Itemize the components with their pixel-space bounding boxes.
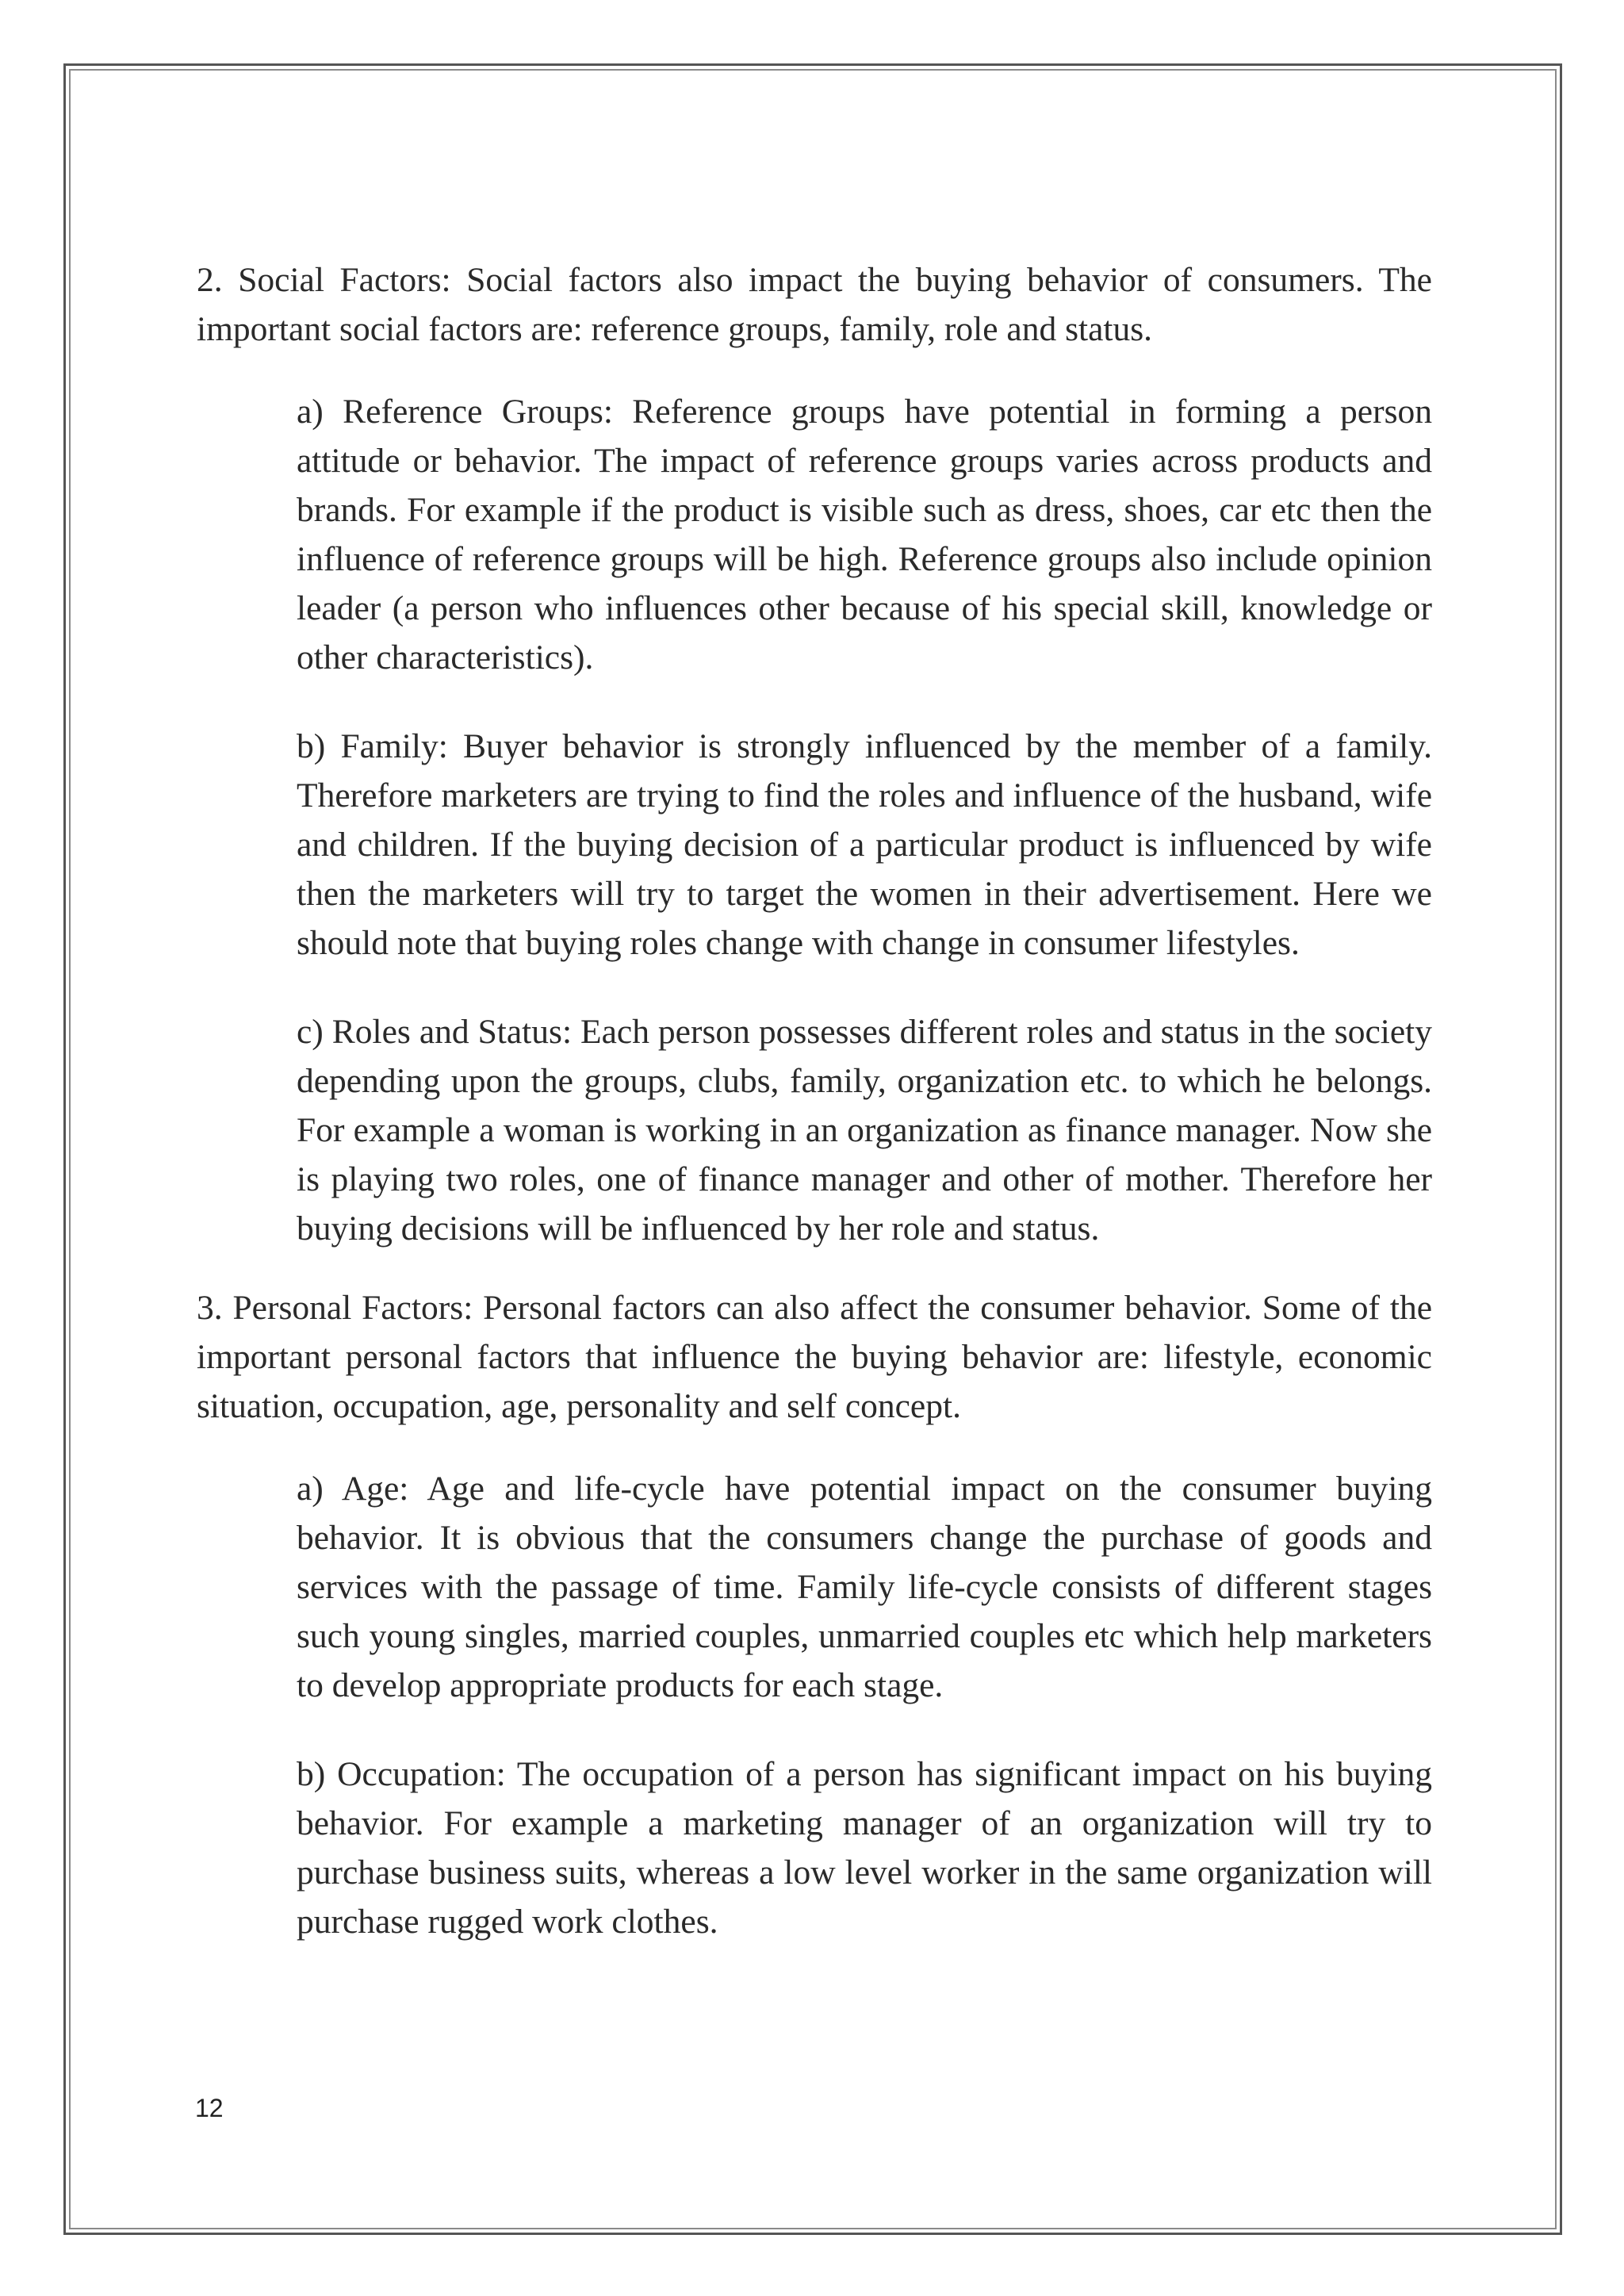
social-factors-paragraph: 2. Social Factors: Social factors also impact the buying behavior of consumers. The important social factors are: reference groups, family, role and status. xyxy=(197,261,1432,348)
page-number: 12 xyxy=(195,2094,224,2122)
reference-groups-paragraph: a) Reference Groups: Reference groups have potential in forming a person attitude or behavior. The impact of reference groups varies across products and brands. For example if the product is visible such as dress, shoes, car etc then the influence of reference groups will be high. Reference groups also include opinion leader (a person who influences other because of his special skill, knowledge or other characteristics). xyxy=(297,393,1432,677)
occupation-paragraph: b) Occupation: The occupation of a person has significant impact on his buying behavior. For example a marketing manager of an organization will try to purchase business suits, whereas a low level worker in the same organization will purchase rugged work clothes. xyxy=(297,1755,1432,1941)
personal-factors-paragraph: 3. Personal Factors: Personal factors can also affect the consumer behavior. Some of the important personal factors that influence the buying behavior are: lifestyle, economic situation, occupation, age, personality and self concept. xyxy=(197,1289,1432,1425)
roles-status-paragraph: c) Roles and Status: Each person possesses different roles and status in the society depending upon the groups, clubs, family, organization etc. to which he belongs. For example a woman is working in an organization as finance manager. Now she is playing two roles, one of finance manager and other of mother. Therefore her buying decisions will be influenced by her role and status. xyxy=(297,1013,1432,1248)
family-paragraph: b) Family: Buyer behavior is strongly influenced by the member of a family. Therefore marketers are trying to find the roles and influence of the husband, wife and children. If the buying decision of a particular product is influenced by wife then the marketers will try to target the women in their advertisement. Here we should note that buying roles change with change in consumer lifestyles. xyxy=(297,727,1432,962)
page-content xyxy=(197,255,1432,1986)
age-paragraph: a) Age: Age and life-cycle have potential impact on the consumer buying behavior. It is obvious that the consumers change the purchase of goods and services with the passage of time. Family life-cycle consists of different stages such young singles, married couples, unmarried couples etc which help marketers to develop appropriate products for each stage. xyxy=(297,1470,1432,1704)
